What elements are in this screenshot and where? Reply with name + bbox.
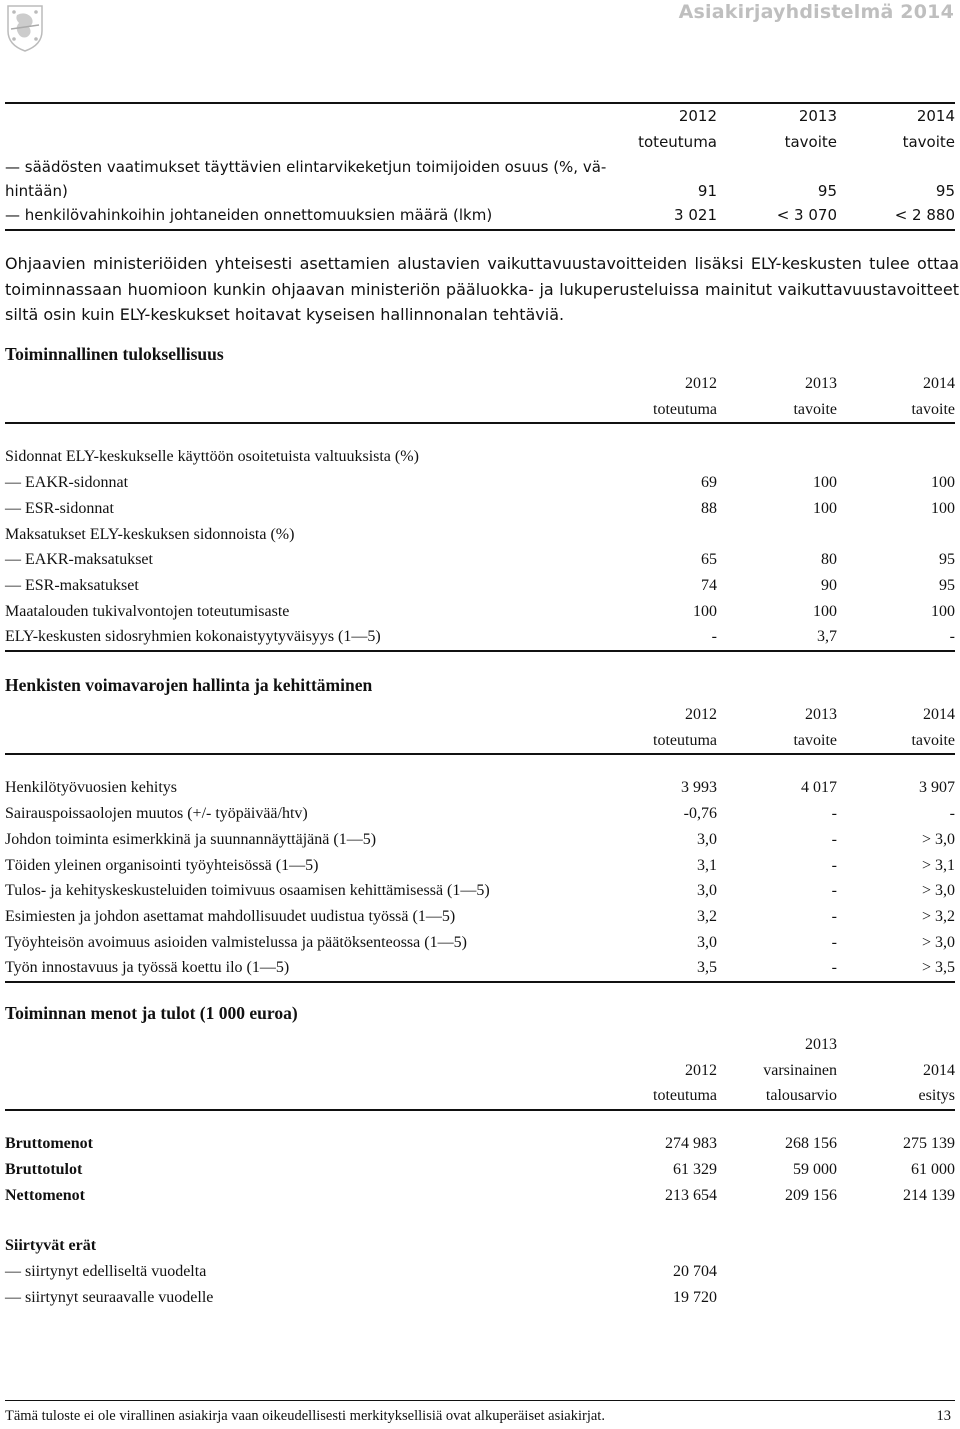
col-header-2012: 2012 toteutuma bbox=[653, 375, 717, 418]
page-number: 13 bbox=[936, 1408, 951, 1424]
table-row: — EAKR-maksatukset 65 80 95 bbox=[5, 551, 955, 569]
table-row: Esimiesten ja johdon asettamat mahdollisuudet uudistua työssä (1—5) 3,2 - > 3,2 bbox=[5, 907, 955, 925]
col-header-2013: 2013 tavoite bbox=[793, 375, 837, 418]
section-heading: Toiminnallinen tuloksellisuus bbox=[5, 344, 224, 364]
table-row: — säädösten vaatimukset täyttävien elintarvikeketjun toimijoiden osuus (%, vä- hintään) 91 95 95 bbox=[5, 158, 955, 201]
indicator-table-1 bbox=[5, 102, 955, 231]
table-row: Nettomenot 213 654 209 156 214 139 bbox=[5, 1186, 955, 1204]
section-expenditure-income bbox=[5, 1003, 955, 1310]
section-heading: Toiminnan menot ja tulot (1 000 euroa) bbox=[5, 1003, 298, 1023]
table-row: — siirtynyt edelliseltä vuodelta 20 704 bbox=[5, 1262, 717, 1280]
col-header-2014: 2014 esitys bbox=[918, 1061, 955, 1105]
col-header-2014: 2014 tavoite bbox=[911, 375, 955, 418]
table-row: Työyhteisön avoimuus asioiden valmistelussa ja päätöksenteossa (1—5) 3,0 - > 3,0 bbox=[5, 933, 955, 951]
table-row: Bruttotulot 61 329 59 000 61 000 bbox=[5, 1160, 955, 1178]
table-row bbox=[5, 1233, 955, 1259]
table-row: — ESR-sidonnat 88 100 100 bbox=[5, 499, 955, 517]
col-header-2012: 2012 toteutuma bbox=[653, 1061, 717, 1105]
table-row: — henkilövahinkoihin johtaneiden onnettomuuksien määrä (lkm) 3 021 < 3 070 < 2 880 bbox=[5, 203, 955, 230]
footer-disclaimer: Tämä tuloste ei ole virallinen asiakirja vaan oikeudellisesti merkityksellisiä ovat alkuperäiset asiakirjat. bbox=[5, 1408, 605, 1424]
col-header-2013: 2013 tavoite bbox=[793, 706, 837, 749]
table-row: Bruttomenot 274 983 268 156 275 139 bbox=[5, 1135, 955, 1153]
coat-of-arms-logo bbox=[5, 3, 45, 53]
section-operational-performance bbox=[5, 344, 955, 652]
document-title: Asiakirjayhdistelmä 2014 bbox=[678, 1, 954, 23]
table-row: Sairauspoissaolojen muutos (+/- työpäivää/htv) -0,76 - - bbox=[5, 805, 955, 823]
table-row: Maatalouden tukivalvontojen toteutumisaste 100 100 100 bbox=[5, 602, 955, 620]
col-header-2014: 2014 tavoite bbox=[911, 706, 955, 749]
col-header-2013: 2013 varsinainen talousarvio bbox=[763, 1036, 837, 1105]
body-paragraph: Ohjaavien ministeriöiden yhteisesti asettamien alustavien vaikuttavuustavoitteiden lisäksi ELY-keskusten tulee ottaa toiminnassaan huomioon kunkin ohjaavan ministeriön pääluokka- ja lukuperusteluissa mainitut vaikuttavuustavoitteet siltä osin kuin ELY-keskukset hoitavat kyseisen hallinnonalan tehtäviä. bbox=[5, 254, 959, 325]
table-row: — EAKR-sidonnat 69 100 100 bbox=[5, 474, 955, 492]
col-header-2012: 2012 toteutuma bbox=[638, 107, 717, 151]
table-row: Töiden yleinen organisointi työyhteisössä (1—5) 3,1 - > 3,1 bbox=[5, 856, 955, 874]
table-row: — siirtynyt seuraavalle vuodelle 19 720 bbox=[5, 1288, 717, 1306]
section-human-resources bbox=[5, 675, 955, 983]
table-row: Tulos- ja kehityskeskusteluiden toimivuus osaamisen kehittämisessä (1—5) 3,0 - > 3,0 bbox=[5, 882, 955, 900]
table-row: Työn innostavuus ja työssä koettu ilo (1—5) 3,5 - > 3,5 bbox=[5, 955, 955, 982]
col-header-2012: 2012 toteutuma bbox=[653, 706, 717, 749]
table-row: Maksatukset ELY-keskuksen sidonnoista (%) bbox=[5, 525, 295, 543]
table-row: Sidonnat ELY-keskukselle käyttöön osoitetuista valtuuksista (%) bbox=[5, 448, 419, 466]
section-heading: Henkisten voimavarojen hallinta ja kehittäminen bbox=[5, 675, 373, 695]
carry-over-heading: Siirtyvät erät bbox=[5, 1237, 97, 1255]
page-footer bbox=[5, 1400, 955, 1425]
table-row: Henkilötyövuosien kehitys 3 993 4 017 3 907 bbox=[5, 779, 955, 797]
table-row: Johdon toiminta esimerkkinä ja suunnannäyttäjänä (1—5) 3,0 - > 3,0 bbox=[5, 830, 955, 848]
col-header-2014: 2014 tavoite bbox=[902, 107, 955, 151]
col-header-2013: 2013 tavoite bbox=[784, 107, 837, 151]
table-row: — ESR-maksatukset 74 90 95 bbox=[5, 576, 955, 594]
table-row: ELY-keskusten sidosryhmien kokonaistyytyväisyys (1—5) - 3,7 - bbox=[5, 624, 955, 651]
